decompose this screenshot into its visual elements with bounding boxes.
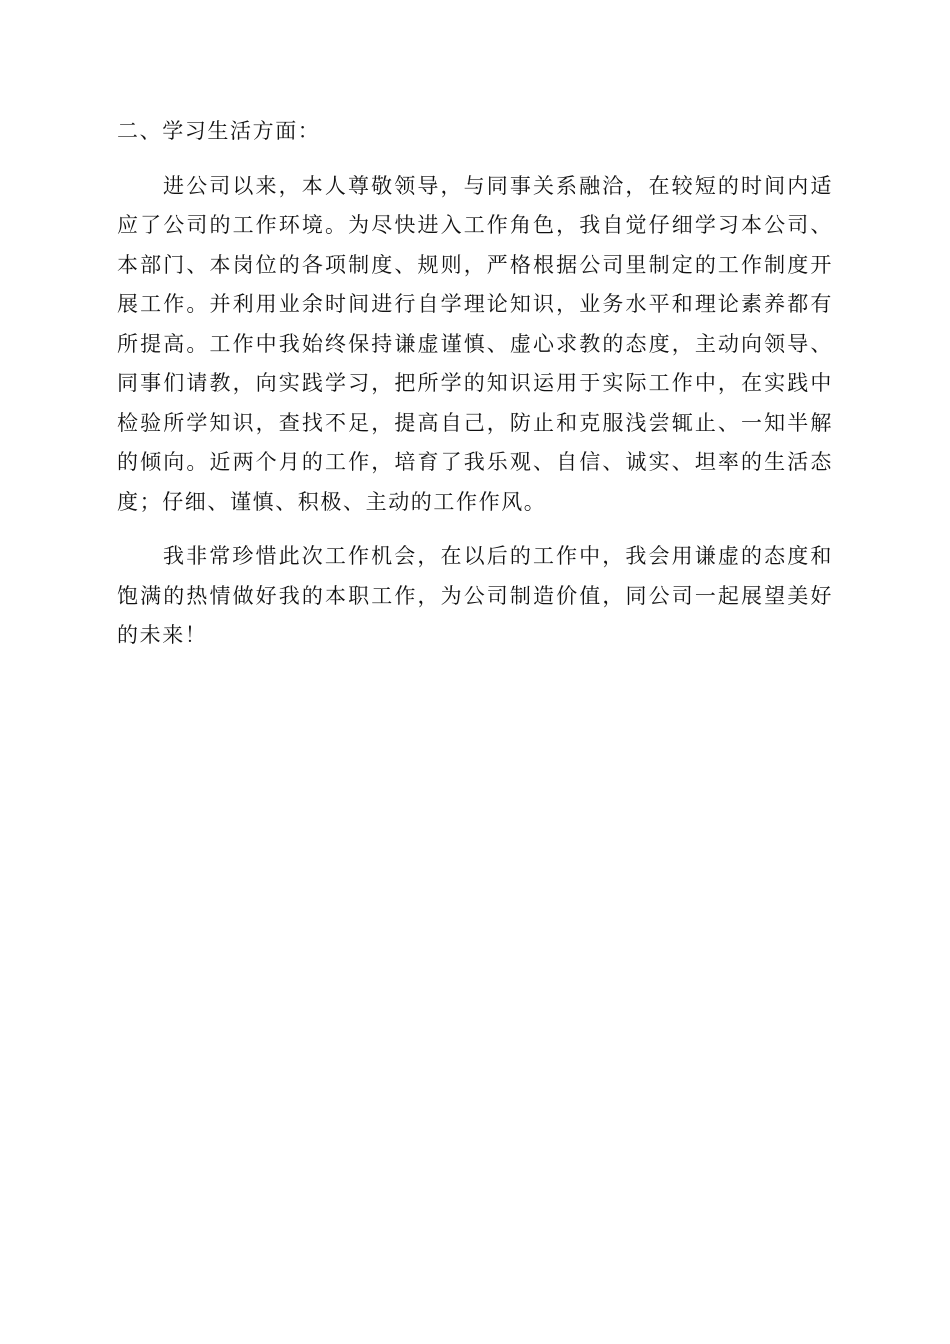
section-heading: 二、学习生活方面：: [117, 119, 321, 143]
paragraph-study-life: 进公司以来，本人尊敬领导，与同事关系融洽，在较短的时间内适应了公司的工作环境。为尽快进入工作角色，我自觉仔细学习本公司、本部门、本岗位的各项制度、规则，严格根据公司里制定的工作制度开展工作。并利用业余时间进行自学理论知识，业务水平和理论素养都有所提高。工作中我始终保持谦虚谨慎、虚心求教的态度，主动向领导、同事们请教，向实践学习，把所学的知识运用于实际工作中，在实践中检验所学知识，查找不足，提高自己，防止和克服浅尝辄止、一知半解的倾向。近两个月的工作，培育了我乐观、自信、诚实、坦率的生活态度；仔细、谨慎、积极、主动的工作作风。: [117, 173, 833, 514]
document-body: [117, 112, 833, 671]
paragraph-closing: 我非常珍惜此次工作机会，在以后的工作中，我会用谦虚的态度和饱满的热情做好我的本职工作，为公司制造价值，同公司一起展望美好的未来！: [117, 544, 833, 647]
